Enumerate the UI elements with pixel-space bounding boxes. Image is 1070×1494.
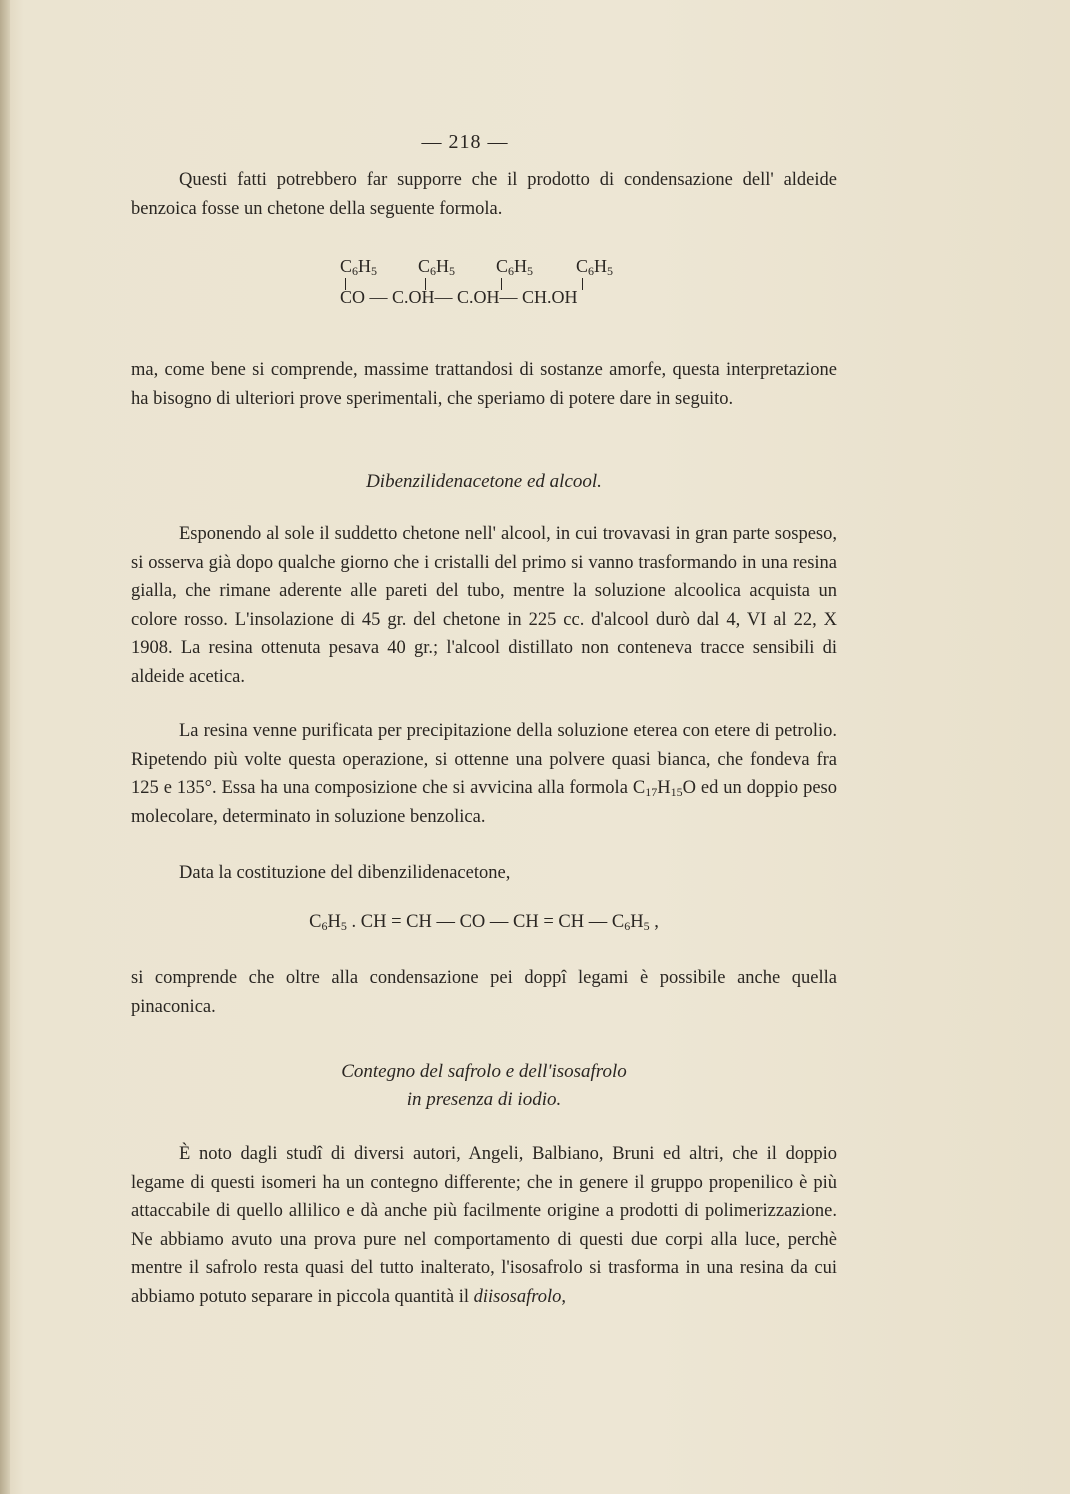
ketone-formula [340,256,660,316]
dibenzilidenacetone-formula: $C_6H_5$ . CH = CH — CO — CH = CH — $C_6H_5$ , [309,912,659,933]
paragraph-isomers [131,1140,837,1311]
section-heading-safrolo-line1: Contegno del safrolo e dell'isosafrolo [341,1061,627,1082]
section-heading-dibenzilidenacetone: Dibenzilidenacetone ed alcool. [366,471,602,492]
formula-group-4: $C_6H_5$ [576,256,614,278]
isomers-text: È noto dagli studî di diversi autori, Angeli, Balbiano, Bruni ed altri, che il doppio legame di questi isomeri ha un contegno differente; che in genere il gruppo propenilico è più attaccabile di quello allilico e dà anche più facilmente origine a prodotti di polimerizzazione. Ne abbiamo avuto una prova pure nel comportamento di questi due corpi alla luce, perchè mentre il safrolo resta quasi del tutto inalterato, l'isosafrolo si trasforma in una resina da cui abbiamo potuto separare in piccola quantità il [131,1144,837,1307]
formula-bottom-line: CO — C.OH— C.OH— CH.OH [340,287,578,307]
diisosafrolo-term: diisosafrolo [473,1286,562,1307]
purification-text-end: ed un doppio peso molecolare, determinato in soluzione benzolica. [131,778,837,827]
paragraph-insolation: Esponendo al sole il suddetto chetone nell' alcool, in cui trovavasi in gran parte sospeso, si osserva già dopo qualche giorno che i cristalli del primo si vanno trasformando in una resina gialla, che rimane aderente alle pareti del tubo, mentre la soluzione alcoolica acquista un colore rosso. L'insolazione di 45 gr. del chetone in 225 cc. d'alcool durò dal 4, VI al 22, X 1908. La resina ottenuta pesava 40 gr.; l'alcool distillato non conteneva tracce sensibili di aldeide acetica. [131,524,837,687]
formula-group-2: $C_6H_5$ [418,256,456,278]
molecular-formula: $C_{17}H_{15}O$ [632,778,696,799]
page-spine-shadow [0,0,10,1494]
purification-text: La resina venne purificata per precipitazione della soluzione eterea con etere di petrolio. Ripetendo più volte questa operazione, si ottenne una polvere quasi bianca, che fondeva fra 125 e 135°. Essa ha una composizione che si avvicina alla formola [131,721,837,798]
isomers-text-end: , [561,1286,567,1307]
paragraph-intro: Questi fatti potrebbero far supporre che il prodotto di condensazione dell' aldeide benzoica fosse un chetone della seguente formola. [131,170,837,219]
formula-group-3: $C_6H_5$ [496,256,534,278]
paragraph-condensation: si comprende che oltre alla condensazione pei doppî legami è possibile anche quella pinaconica. [131,968,837,1017]
section-heading-safrolo-line2: in presenza di iodio. [406,1089,562,1110]
bond-line [582,278,583,290]
page-number: — 218 — [421,131,509,153]
paragraph-constitution: Data la costituzione del dibenzilidenacetone, [179,863,511,883]
paragraph-purification [131,717,837,831]
formula-group-1: $C_6H_5$ [340,256,378,278]
paragraph-interpretation: ma, come bene si comprende, massime trattandosi di sostanze amorfe, questa interpretazione ha bisogno di ulteriori prove sperimentali, che speriamo di potere dare in seguito. [131,360,837,409]
